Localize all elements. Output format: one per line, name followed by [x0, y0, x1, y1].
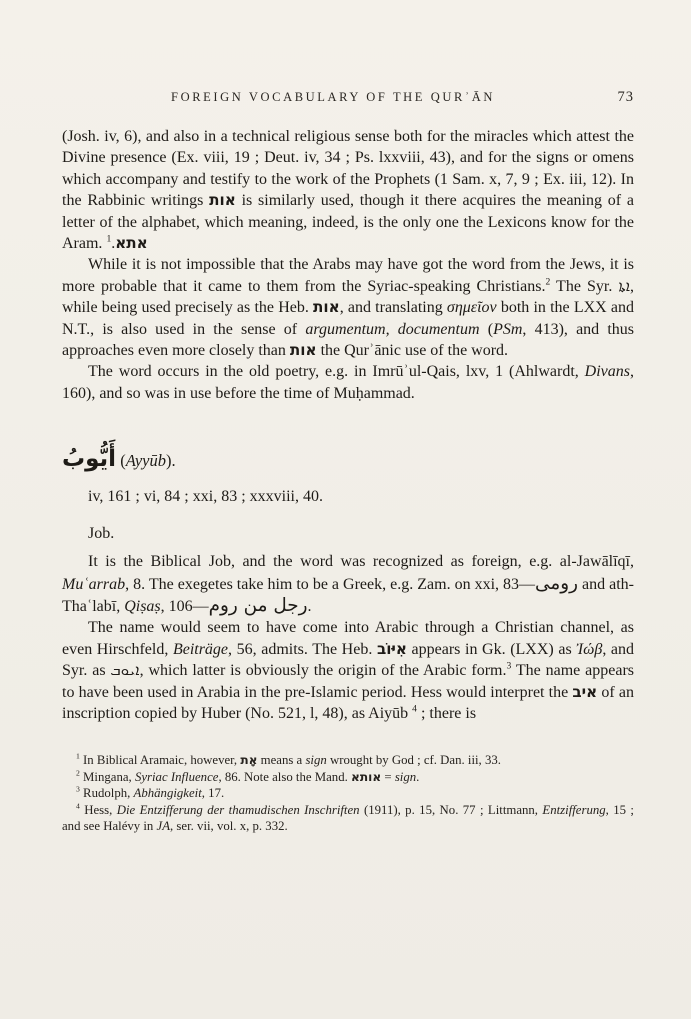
sup-text: 1 — [76, 752, 80, 762]
text-run: In Biblical Aramaic, however, — [79, 753, 241, 768]
sup-text: 3 — [506, 660, 512, 672]
running-header — [62, 90, 634, 112]
text-run: both in the LXX and N.T., is also used in the sense of — [62, 299, 635, 338]
footnote — [62, 769, 634, 785]
text-run: , 106— — [160, 597, 209, 615]
footnote — [62, 802, 634, 835]
i-text: sign — [305, 753, 327, 768]
body-text — [62, 126, 634, 724]
sup-text: 2 — [545, 276, 551, 288]
text-run: (1911), p. 15, No. 77 ; Littmann, — [359, 802, 543, 817]
gloss — [88, 523, 634, 544]
text-run: , 56, admits. The Heb. — [228, 640, 377, 658]
text-run: Rudolph, — [79, 786, 134, 801]
i-text: JA — [156, 818, 171, 833]
syr-text: ܐܬܐ — [618, 276, 630, 295]
i-text: Beiträge — [172, 640, 229, 658]
text-run: The name would seem to have come into Arabic through a Christian channel, as even Hirschfeld, — [62, 619, 634, 658]
text-run: The word occurs in the old poetry, e.g. in Imrūʾul-Qais, lxv, 1 (Ahlwardt, — [88, 363, 585, 381]
heb-text: אתא — [115, 234, 148, 253]
footnotes — [62, 752, 634, 834]
running-title: FOREIGN VOCABULARY OF THE QURʾĀN — [171, 90, 495, 104]
heb-text: אָת — [240, 753, 258, 768]
i-text: Abhängigkeit — [133, 786, 202, 801]
text-run: Mingana, — [79, 769, 135, 784]
text-run: , 413), and thus approaches even more closely than — [62, 320, 635, 360]
text-run: (Josh. iv, 6), and also in a technical religious sense both for the miracles which attest the Divine presence (Ex. viii, 19 ; Deut. iv, 34 ; Ps. lxxviii, 43), and for the signs or omens which accompany and testify to the work of the Prophets (1 Sam. x, 7, 9 ; Ex. iii, 12). In the Rabbinic writings — [62, 128, 634, 210]
heb-text: אותא — [351, 769, 382, 784]
text-run: Hess, — [79, 802, 117, 817]
text-run: It is the Biblical Job, and the word was recognized as foreign, e.g. al-Jawālīqī, — [88, 553, 634, 571]
footnote — [62, 752, 634, 768]
text-run: iv, 161 ; vi, 84 ; xxi, 83 ; xxxviii, 40. — [88, 488, 323, 506]
grk-text: σημεῖον — [446, 299, 497, 317]
text-run: , 8. The exegetes take him to be a Greek, e.g. Zam. on xxi, 83— — [125, 575, 536, 593]
text-run: The Syr. — [550, 277, 619, 295]
i-text: PSm — [493, 320, 523, 338]
i-text: Syriac Influence — [134, 769, 219, 784]
text-run: , and translating — [339, 299, 447, 317]
syr-text: ܐܝܘܒ — [110, 661, 140, 680]
text-run: , 17. — [201, 786, 225, 801]
paragraph — [62, 126, 634, 254]
text-run: the Qurʾānic use of the word. — [316, 342, 509, 360]
sup-text: 4 — [76, 801, 80, 811]
text-run: wrought by God ; cf. Dan. iii, 33. — [326, 753, 501, 768]
grk-text: Ἰώβ — [576, 640, 603, 658]
paragraph — [62, 361, 634, 404]
text-run: , 15 ; and see Halévy in — [62, 802, 634, 833]
paragraph — [62, 254, 634, 361]
paragraph — [62, 551, 634, 617]
i-text: Die Entzifferung der thamudischen Inschriften — [116, 802, 360, 817]
text-run: appears in Gk. (LXX) as — [406, 640, 577, 658]
sup-text: 4 — [412, 703, 417, 715]
sup-text: 2 — [76, 768, 80, 778]
text-run: , 86. Note also the Mand. — [218, 769, 352, 784]
verse-references — [88, 486, 634, 507]
text-run: of an inscription copied by Huber (No. 521, l, 48), as Aiyūb — [62, 683, 634, 722]
heb-text: איב — [572, 682, 598, 701]
ar-head-text: أَيُّوبُ — [62, 446, 117, 473]
text-run: Job. — [88, 524, 115, 542]
i-text: Ayyūb — [125, 451, 167, 471]
text-run: , which latter is obviously the origin of the Arabic form. — [139, 662, 507, 680]
ar-text: رجل من روم — [208, 594, 308, 616]
heb-text: אִיּוֹב — [376, 639, 407, 658]
heb-text: אות — [209, 191, 236, 210]
text-run: ; there is — [416, 704, 477, 722]
text-run: is similarly used, though it there acquires the meaning of a letter of the alphabet, which meaning, indeed, is the only one the Lexicons know for the Aram. — [62, 192, 634, 253]
heb-text: אות — [313, 298, 340, 317]
i-text: argumentum, documentum — [305, 320, 480, 338]
text-run: ). — [166, 451, 176, 471]
text-run: The name appears to have been used in Arabia in the pre-Islamic period. Hess would interpret the — [62, 662, 634, 701]
text-run: = — [381, 769, 395, 784]
text-run: , and Syr. as — [62, 640, 635, 680]
i-text: Entzifferung — [542, 802, 606, 817]
text-run: , ser. vii, vol. x, p. 332. — [170, 818, 288, 833]
i-text: sign — [394, 769, 417, 784]
text-run: . — [307, 597, 312, 615]
heb-text: אות — [289, 341, 317, 360]
ar-text: رومى — [535, 572, 578, 594]
footnote — [62, 785, 634, 801]
page-number: 73 — [617, 89, 634, 105]
text-run: means a — [257, 753, 306, 768]
i-text: Muʿarrab — [62, 575, 126, 593]
text-run: While it is not impossible that the Arabs may have got the word from the Jews, it is more probable that it came to them from the Syriac-speaking Christians. — [62, 256, 634, 295]
i-text: Divans — [584, 363, 630, 381]
text-run: , 160), and so was in use before the time of Muḥammad. — [62, 363, 634, 402]
text-run: and ath-Thaʿlabī, — [62, 575, 634, 615]
text-run: , while being used precisely as the Heb. — [62, 277, 634, 317]
text-run: . — [416, 769, 420, 784]
text-run: . — [111, 235, 116, 253]
entry-heading — [62, 444, 634, 476]
sup-text: 3 — [76, 784, 80, 794]
text-run: ( — [116, 451, 126, 471]
i-text: Qiṣaṣ — [124, 597, 161, 615]
sup-text: 1 — [106, 233, 112, 245]
paragraph — [62, 617, 634, 724]
text-run: ( — [479, 320, 494, 338]
